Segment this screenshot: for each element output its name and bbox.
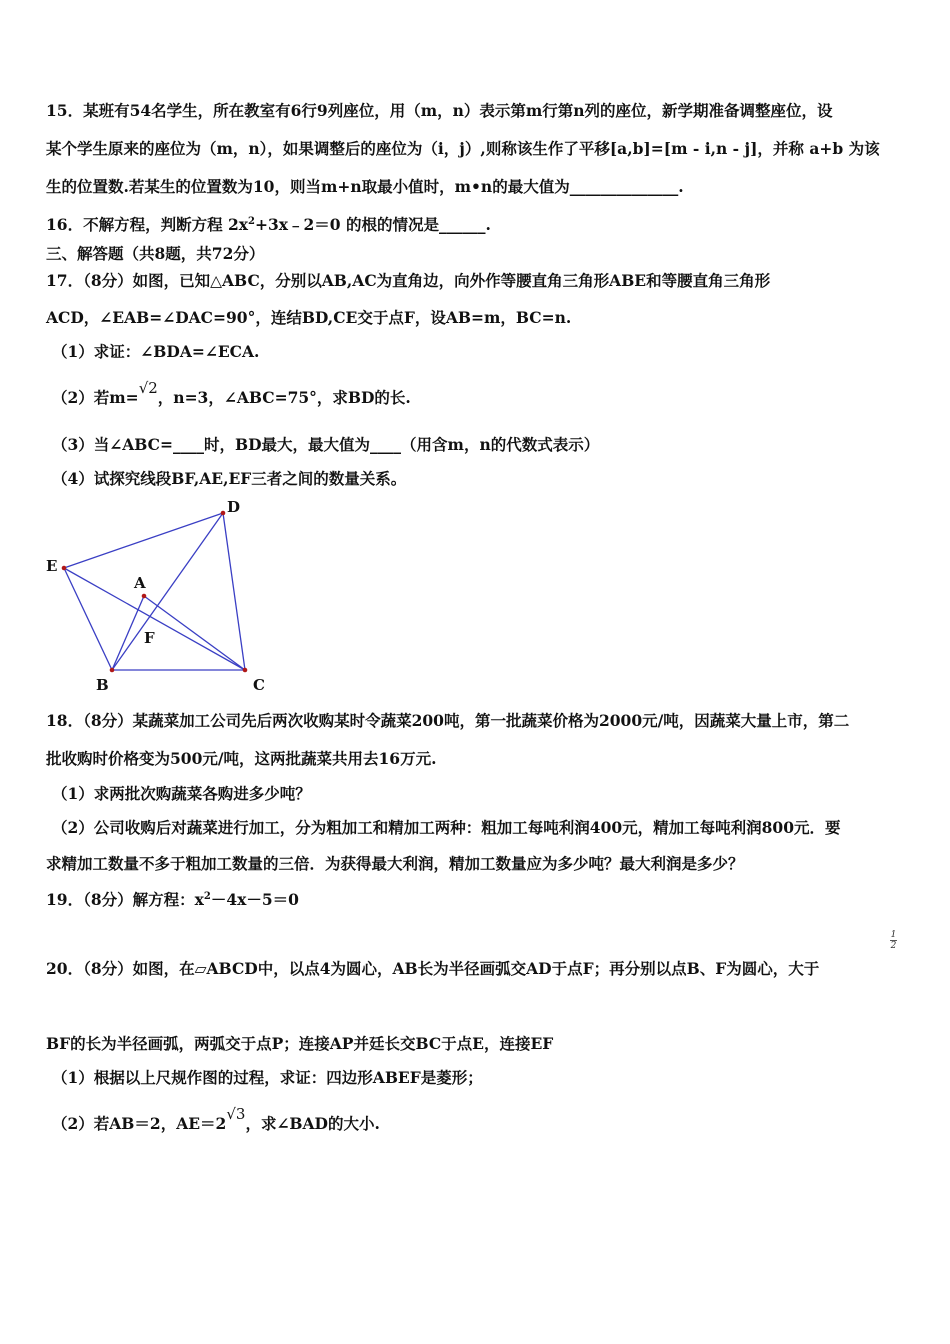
fraction-one-half — [890, 930, 897, 951]
q16-text-after: +3x﹣2＝0 的根的情况是______. — [254, 215, 491, 234]
q20-line-1: 20．（8分）如图，在▱ABCD中，以点4为圆心，AB长为半径画弧交AD于点F；再分别以点B、F为圆心，大于 — [46, 959, 820, 978]
point-B — [110, 668, 115, 673]
segment-BA — [112, 596, 144, 670]
point-A — [142, 594, 147, 599]
q19-superscript: 2 — [203, 891, 211, 902]
label-B: B — [96, 676, 109, 694]
q18-part-2-line-2: 求精加工数量不多于粗加工数量的三倍．为获得最大利润，精加工数量应为多少吨？最大利润是多少？ — [46, 854, 744, 873]
segment-AC — [144, 596, 245, 670]
q20-part-1: （1）根据以上尺规作图的过程，求证：四边形ABEF是菱形； — [52, 1068, 483, 1087]
fraction-numerator: 1 — [890, 930, 897, 940]
segment-DC — [223, 513, 245, 670]
q19-text-after: －4x－5＝0 — [210, 890, 299, 909]
q18-line-2: 批收购时价格变为500元/吨，这两批蔬菜共用去16万元. — [46, 749, 437, 768]
q20-p2-after: ，求∠BAD的大小. — [245, 1114, 380, 1133]
segment-ED — [64, 513, 223, 568]
q18-part-2-line-1: （2）公司收购后对蔬菜进行加工，分为粗加工和精加工两种：粗加工每吨利润400元，精加工每吨利润800元．要 — [52, 818, 841, 837]
section-heading-3: 三、解答题（共8题，共72分） — [46, 244, 265, 263]
q16-superscript: 2 — [248, 216, 255, 227]
segment-EC — [64, 568, 245, 670]
q17-part-1: （1）求证：∠BDA=∠ECA. — [52, 342, 260, 361]
fraction-denominator: 2 — [890, 941, 897, 951]
q17-part-3: （3）当∠ABC=____时，BD最大，最大值为____（用含m，n的代数式表示） — [52, 435, 600, 454]
q17-line-2: ACD，∠EAB=∠DAC=90°，连结BD,CE交于点F，设AB=m，BC=n. — [46, 308, 572, 327]
sqrt-3-symbol: √3 — [226, 1105, 246, 1123]
q18-line-1: 18．（8分）某蔬菜加工公司先后两次收购某时令蔬菜200吨，第一批蔬菜价格为2000元/吨，因蔬菜大量上市，第二 — [46, 711, 850, 730]
point-C — [243, 668, 248, 673]
q15-line-2: 某个学生原来的座位为（m，n），如果调整后的座位为（i，j）,则称该生作了平移[a,b]=[m - i,n - j]，并称 a+b 为该 — [46, 139, 880, 158]
q20-p2-before: （2）若AB＝2，AE＝2 — [52, 1114, 227, 1133]
point-D — [221, 511, 226, 516]
label-E: E — [46, 557, 58, 575]
q17-part-4: （4）试探究线段BF,AE,EF三者之间的数量关系。 — [52, 469, 407, 488]
segment-EB — [64, 568, 112, 670]
q20-part-2 — [52, 1105, 380, 1134]
q16-text-before: 16．不解方程，判断方程 2x — [46, 215, 248, 234]
label-F: F — [144, 629, 155, 647]
q15-line-3: 生的位置数.若某生的位置数为10，则当m+n取最小值时，m•n的最大值为______________. — [46, 177, 684, 196]
q19-text-before: 19．（8分）解方程：x — [46, 890, 204, 909]
q17-p2-before: （2）若m= — [52, 388, 139, 407]
label-D: D — [227, 498, 241, 516]
q17-line-1: 17．（8分）如图，已知△ABC，分别以AB,AC为直角边，向外作等腰直角三角形ABE和等腰直角三角形 — [46, 271, 771, 290]
sqrt-2-symbol: √2 — [138, 379, 158, 397]
segment-BD — [112, 513, 223, 670]
question-16 — [46, 212, 491, 235]
q20-line-2: BF的长为半径画弧，两弧交于点P；连接AP并廷长交BC于点E，连接EF — [46, 1034, 554, 1053]
point-E — [62, 566, 67, 571]
label-A: A — [134, 574, 146, 592]
q18-part-1: （1）求两批次购蔬菜各购进多少吨？ — [52, 784, 311, 803]
label-C: C — [253, 676, 265, 694]
q15-line-1: 15．某班有54名学生，所在教室有6行9列座位，用（m，n）表示第m行第n列的座位，新学期准备调整座位，设 — [46, 101, 833, 120]
q17-part-2 — [52, 379, 411, 408]
question-19 — [46, 887, 299, 910]
geometry-figure — [40, 498, 280, 698]
q17-p2-after: ，n=3，∠ABC=75°，求BD的长. — [157, 388, 411, 407]
